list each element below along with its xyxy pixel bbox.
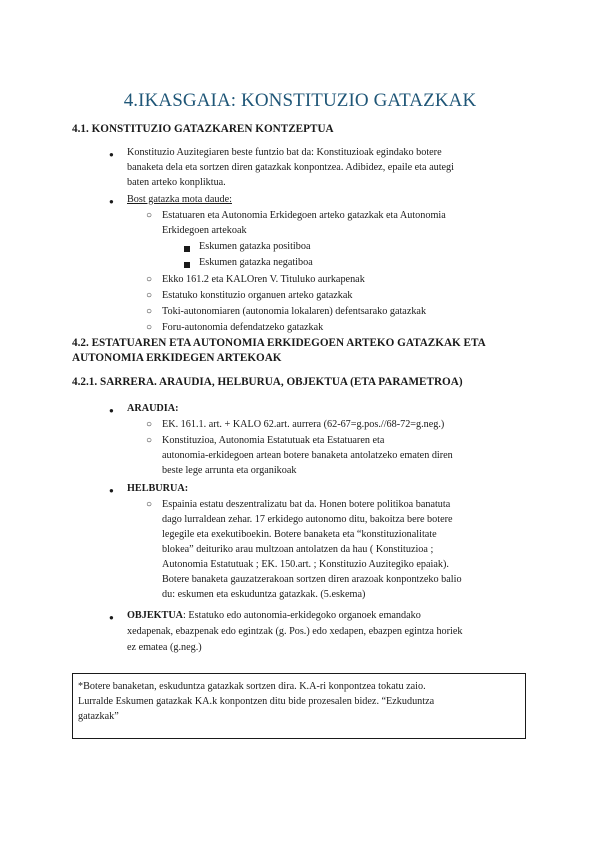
square-bullet-icon: [184, 246, 190, 252]
bullet-icon: ●: [109, 150, 114, 159]
paragraph-line: Konstituzio Auzitegiaren beste funtzio bat da: Konstituzioak egindako botere: [127, 147, 442, 158]
list-item: Erkidegoen artekoak: [162, 225, 247, 236]
circle-bullet-icon: ○: [146, 290, 153, 301]
paragraph-line: xedapenak, ebazpenak edo egintzak (g. Pos.) edo xedapen, ebazpen egintza horiek: [127, 626, 463, 637]
subheading-araudia: ARAUDIA:: [127, 403, 179, 414]
objektua-text: : Estatuko edo autonomia-erkidegoko organoek emandako: [183, 610, 421, 621]
circle-bullet-icon: ○: [146, 306, 153, 317]
list-item: Toki-autonomiaren (autonomia lokalaren) defentsarako gatazkak: [162, 306, 427, 317]
square-bullet-icon: [184, 262, 190, 268]
section-heading-4-2: AUTONOMIA ERKIDEGEN ARTEKOAK: [72, 352, 282, 364]
section-heading-4-1: 4.1. KONSTITUZIO GATAZKAREN KONTZEPTUA: [72, 123, 334, 135]
subheading-objektua: OBJEKTUA: [127, 610, 184, 621]
section-heading-4-2: 4.2. ESTATUAREN ETA AUTONOMIA ERKIDEGOEN ARTEKO GATAZKAK ETA: [72, 337, 486, 349]
list-item: Eskumen gatazka negatiboa: [199, 257, 313, 268]
paragraph-line: dago lurraldean zehar. 17 erkidego autonomo ditu, bakoitza bere botere: [162, 514, 453, 525]
paragraph-line: Autonomia Estatutuak ; EK. 150.art. ; Konstituzio Auzitegiko epaiak).: [162, 559, 449, 570]
paragraph-line: ez ematea (g.neg.): [127, 642, 202, 653]
list-item: autonomia-erkidegoen artean botere banaketa antolatzeko ematen diren: [162, 450, 453, 461]
circle-bullet-icon: ○: [146, 419, 153, 430]
bullet-icon: ●: [109, 486, 114, 495]
paragraph-line: [127, 609, 421, 624]
bullet-icon: ●: [109, 613, 114, 622]
note-line: Lurralde Eskumen gatazkak KA.k konpontzen ditu bide prozesalen bidez. “Ezkuduntza: [78, 696, 435, 707]
paragraph-line: Espainia estatu deszentralizatu bat da. Honen botere politikoa banatuta: [162, 499, 451, 510]
list-item: beste lege arrunta eta organikoak: [162, 465, 297, 476]
note-line: *Botere banaketan, eskuduntza gatazkak sortzen dira. K.A-ri konpontzea tokatu zaio.: [78, 681, 426, 692]
paragraph-line: blokea” deituriko arau multzoan antolatzen da hau ( Konstituzioa ;: [162, 544, 434, 555]
paragraph-line: Bost gatazka mota daude:: [127, 194, 232, 205]
bullet-icon: ●: [109, 406, 114, 415]
list-item: Foru-autonomia defendatzeko gatazkak: [162, 322, 324, 333]
circle-bullet-icon: ○: [146, 274, 153, 285]
paragraph-line: banaketa dela eta sortzen diren gatazkak konpontzea. Adibidez, epaile eta autegi: [127, 162, 454, 173]
circle-bullet-icon: ○: [146, 322, 153, 333]
circle-bullet-icon: ○: [146, 210, 153, 221]
list-item: Konstituzioa, Autonomia Estatutuak eta Estatuaren eta: [162, 435, 385, 446]
list-item: Ekko 161.2 eta KALOren V. Tituluko aurkapenak: [162, 274, 365, 285]
circle-bullet-icon: ○: [146, 499, 153, 510]
subheading-helburua: HELBURUA:: [127, 483, 189, 494]
paragraph-line: du: eskumen eta eskuduntza gatazkak. (5.eskema): [162, 589, 366, 600]
circle-bullet-icon: ○: [146, 435, 153, 446]
paragraph-line: Botere banaketa gauzatzerakoan sortzen diren arazoak konpontzeko balio: [162, 574, 462, 585]
list-item: EK. 161.1. art. + KALO 62.art. aurrera (62-67=g.pos.//68-72=g.neg.): [162, 419, 445, 430]
list-item: Estatuko konstituzio organuen arteko gatazkak: [162, 290, 353, 301]
note-line: gatazkak”: [78, 711, 119, 722]
paragraph-line: baten arteko konpliktua.: [127, 177, 226, 188]
paragraph-line: legegile eta exekutiboekin. Botere banaketa eta “konstituzionalitate: [162, 529, 437, 540]
list-item: Estatuaren eta Autonomia Erkidegoen arteko gatazkak eta Autonomia: [162, 210, 446, 221]
section-heading-4-2-1: 4.2.1. SARRERA. ARAUDIA, HELBURUA, OBJEKTUA (ETA PARAMETROA): [72, 376, 463, 388]
bullet-icon: ●: [109, 197, 114, 206]
page-title: 4.IKASGAIA: KONSTITUZIO GATAZKAK: [123, 90, 477, 111]
list-item: Eskumen gatazka positiboa: [199, 241, 311, 252]
